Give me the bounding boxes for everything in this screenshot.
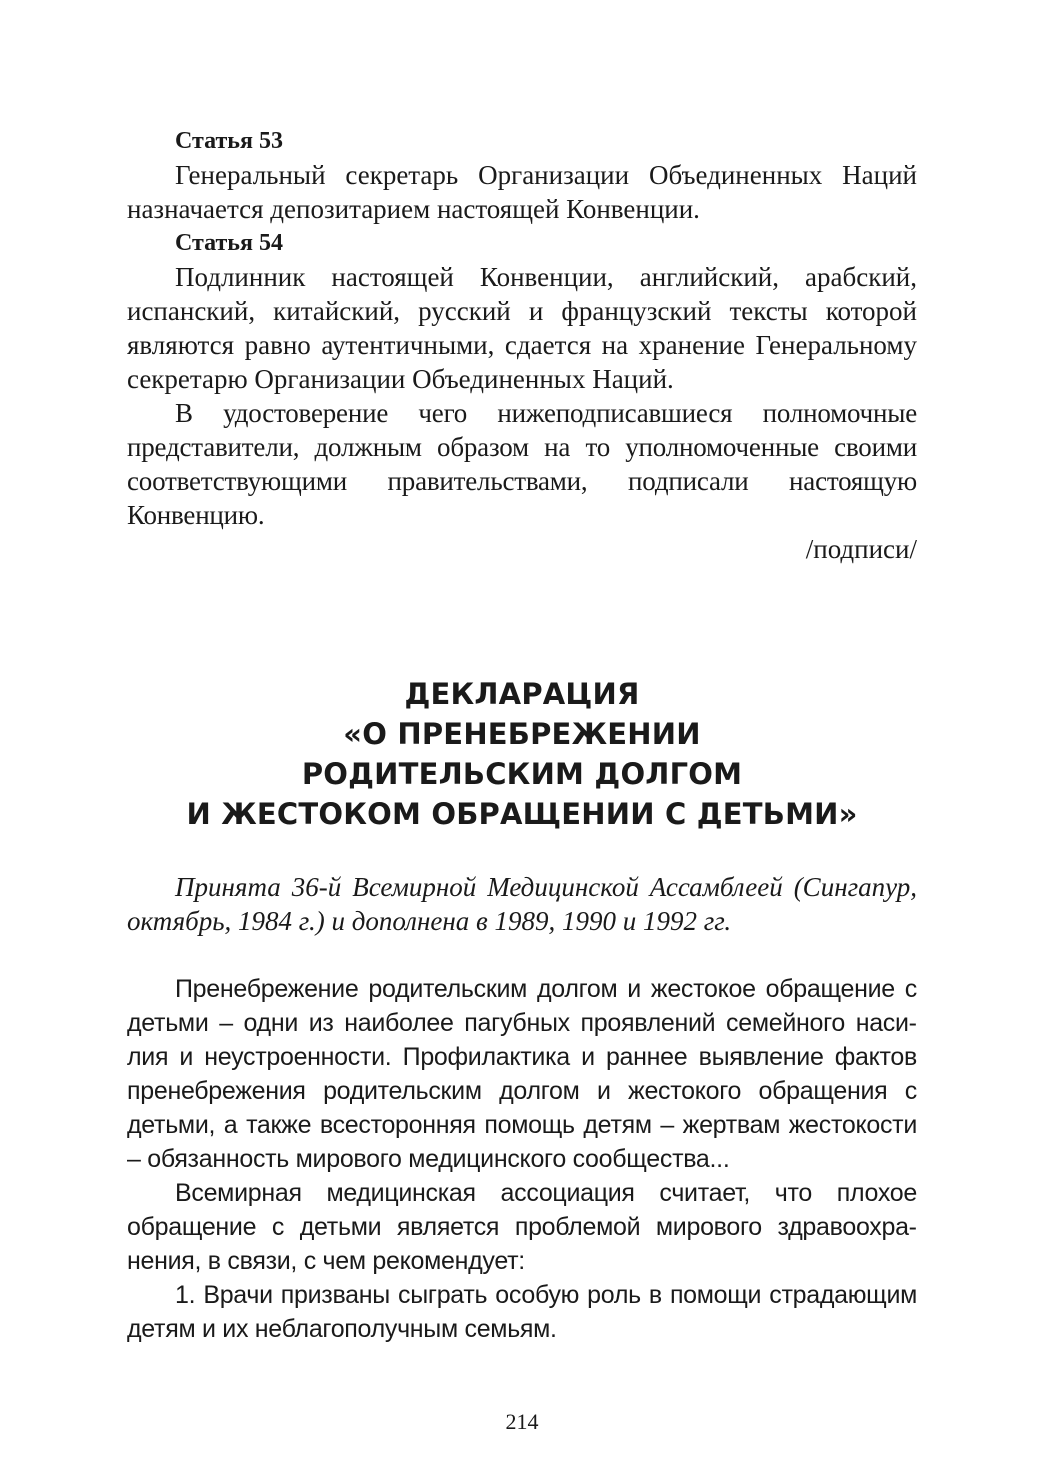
declaration-paragraph: Пренебрежение родительским долгом и жестокое обращение с детьми – одни из наиболее пагубных проявлений семейного насилия и неустроенности. Профилактика и раннее выявление фактов пренебрежения родительским долгом и жестокого обращения с детьми, а также всесторонняя помощь детям – жертвам жестокости – обязанность мирового медицинского сообщества... bbox=[127, 975, 917, 1173]
declaration-body bbox=[127, 972, 917, 1346]
article-54-closing-text: В удостоверение чего нижеподписавшиеся полномочные представители, должным образом на то уполномоченные своими соответствующими правительствами, подписали настоящую Конвенцию. bbox=[127, 398, 917, 530]
declaration-adoption-note: Принята 36-й Всемирной Медицинской Ассамблеей (Сингапур, октябрь, 1984 г.) и дополнена в 1989, 1990 и 1992 гг. bbox=[127, 872, 917, 936]
article-54-text: Подлинник настоящей Конвенции, английский, арабский, испанский, китайский, русский и французский тексты которой являются равно аутентичными, сдается на хранение Генеральному секретарю Организации Объединенных Наций. bbox=[127, 262, 917, 394]
page-number: 214 bbox=[505, 1409, 539, 1434]
declaration-paragraph: Всемирная медицинская ассоциация считает, что плохое обращение с детьми является проблемой мирового здравоохранения, в связи, с чем рекомендует: bbox=[127, 1179, 917, 1275]
declaration-title-line: И ЖЕСТОКОМ ОБРАЩЕНИИ С ДЕТЬМИ» bbox=[186, 797, 858, 831]
document-page bbox=[127, 124, 917, 1434]
declaration-title-line: «О ПРЕНЕБРЕЖЕНИИ bbox=[343, 717, 701, 751]
signatures-note: /подписи/ bbox=[805, 534, 917, 564]
article-53-text: Генеральный секретарь Организации Объединенных Наций назначается депозитарием настоящей Конвенции. bbox=[127, 160, 917, 224]
declaration-title bbox=[127, 674, 917, 834]
article-53-heading: Статья 53 bbox=[175, 128, 283, 154]
article-54-heading: Статья 54 bbox=[175, 230, 283, 256]
declaration-title-line: ДЕКЛАРАЦИЯ bbox=[404, 677, 640, 711]
declaration-title-line: РОДИТЕЛЬСКИМ ДОЛГОМ bbox=[301, 757, 743, 791]
declaration-paragraph: 1. Врачи призваны сыграть особую роль в помощи страдающим детям и их неблагополучным семьям. bbox=[127, 1281, 917, 1343]
